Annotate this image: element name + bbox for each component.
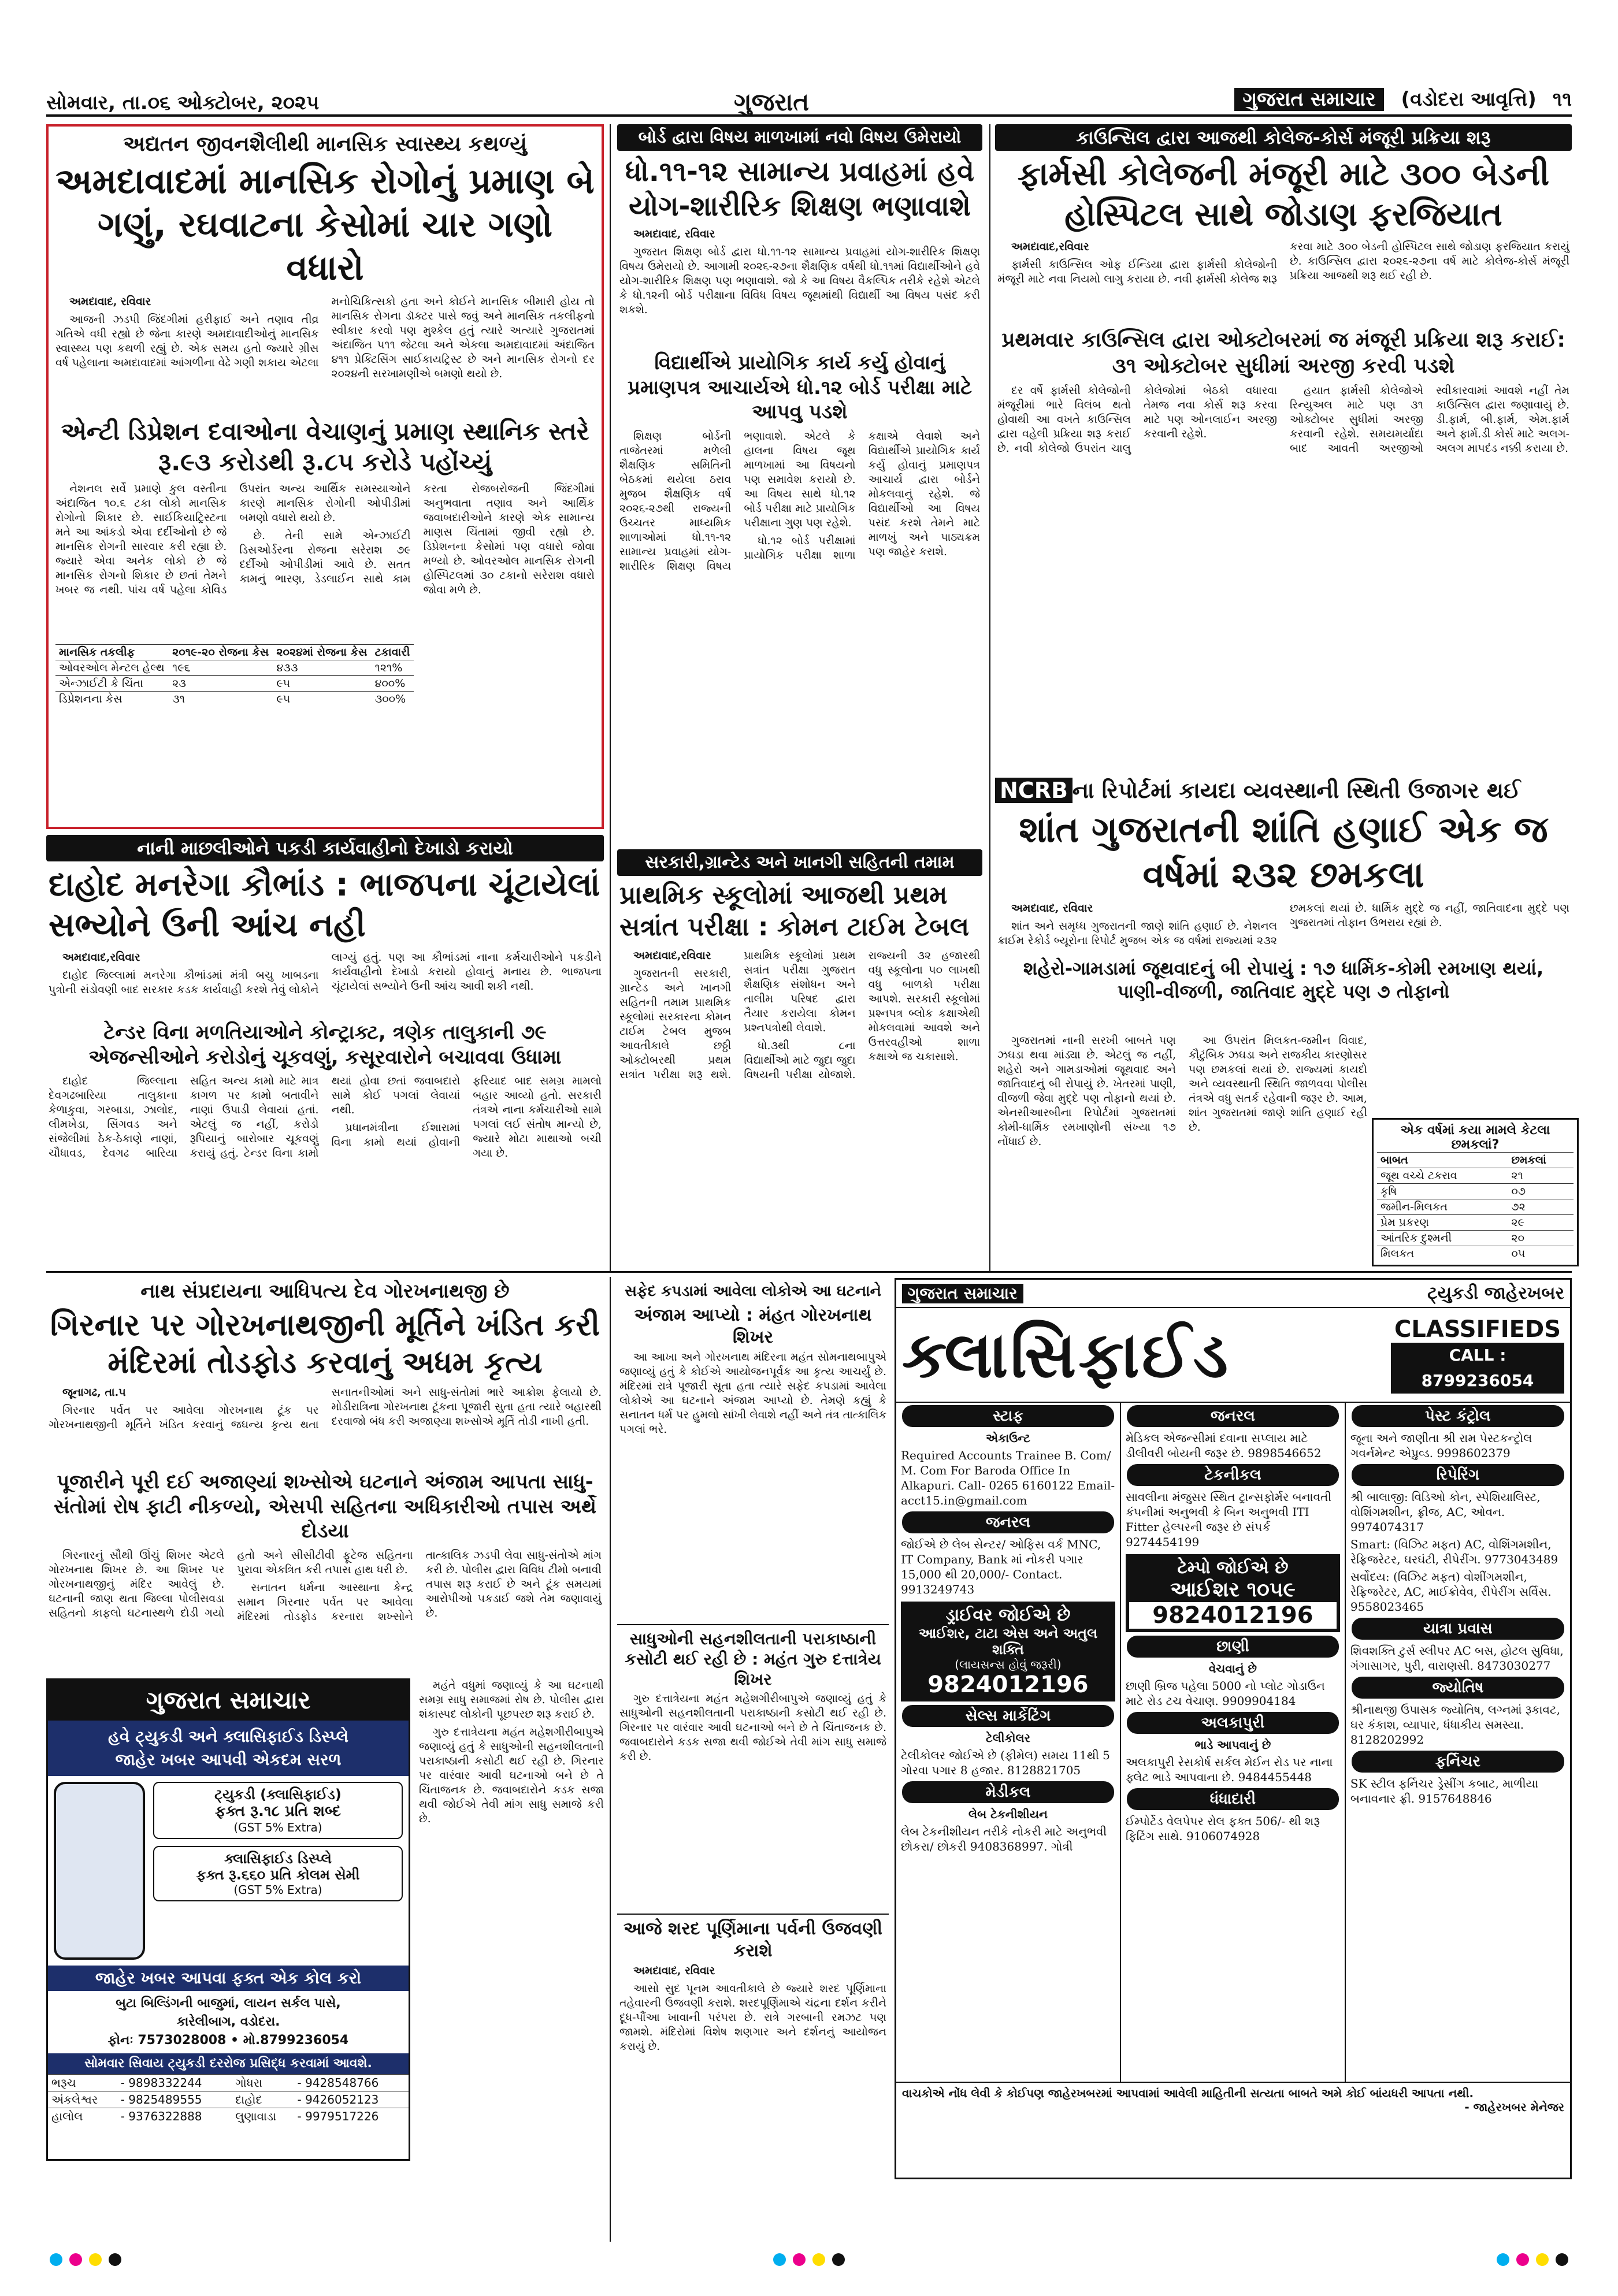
table-cell: ડિપ્રેશનના કેસ <box>55 692 169 707</box>
classified-subcat: ભાડે આપવાનું છે <box>1194 1738 1271 1752</box>
table-cell: ૨૩ <box>169 676 273 692</box>
driver-ad <box>901 1602 1115 1701</box>
ad-line: આઈશર, ટાટા એસ અને અતુલ શક્તિ <box>918 1625 1098 1658</box>
dateline: અમદાવાદ,રવિવાર <box>62 951 140 964</box>
story-pharmacy <box>995 124 1572 771</box>
classified-category: જનરલ <box>1127 1405 1339 1427</box>
classified-category: જનરલ <box>902 1511 1114 1533</box>
table-cell: જૂથ વચ્ચે ટકરાવ <box>1377 1168 1508 1184</box>
paragraph: છે. તેની સામે એન્ઝાઈટી ડિસઓર્ડરના રોજના સરેરાશ ૭૯ દર્દીઓ ઓપીડીમાં આવે છે. સતત કામનું ભારણ, ડેડલાઈન સાથે કામ કરતા રોજબરોજની જિંદગીમાં અનુભવાતા તણાવ અને આર્થિક જવાબદારીઓને કારણે એક સામાન્ય માણસ ચિંતામાં જીવી રહ્યો છે. ડિપ્રેશનના કેસોમાં પણ વધારો જોવા મળ્યો છે. ઓવરઓલ માનસિક રોગની હોસ્પિટલમાં ૩૦ ટકાનો સરેરાશ વધારો જોવા મળે છે. <box>239 482 595 596</box>
classified-ad: અલકાપુરી રેસકોર્ષ સર્કલ મેઈન રોડ પર નાના ફ્લેટ ભાડે આપવાના છે. 9484455448 <box>1125 1755 1333 1784</box>
paragraph: સનાતન ધર્મના આસ્થાના કેન્દ્ર સમાન ગિરનાર પર્વત પર આવેલા મંદિરમાં તોડફોડ કરનારા શખ્સોને તાત્કાલિક ઝડપી લેવા સાધુ-સંતોએ માંગ કરી છે. પોલીસ દ્વારા વિવિધ ટીમો બનાવી તપાસ શરૂ કરાઈ છે અને ટૂંક સમયમાં આરોપીઓ પકડાઈ જશે તેમ જણાવાયું છે. <box>237 1548 602 1623</box>
paragraph: ગુજરાતની સરકારી, ગ્રાન્ટેડ અને ખાનગી સહિતની તમામ પ્રાથમિક સ્કૂલોમાં સરકારના કોમન ટાઈમ ટેબલ મુજબ આવતીકાલે છઠ્ઠી ઓક્ટોબરથી પ્રથમ સત્રાંત પરીક્ષા શરૂ થશે. પ્રાથમિક સ્કૂલોમાં પ્રથમ સત્રાંત પરીક્ષા ગુજરાત શૈક્ષણિક સંશોધન અને તાલીમ પરિષદ દ્વારા તૈયાર કરાયેલા કોમન પ્રશ્નપત્રોથી લેવાશે. <box>619 949 856 1081</box>
classified-column-3 <box>1346 1403 1570 2082</box>
dateline: અમદાવાદ,રવિવાર <box>633 949 711 962</box>
dateline: અમદાવાદ, રવિવાર <box>633 1964 715 1977</box>
table-cell: - 9426052123 <box>294 2091 409 2108</box>
classified-subcat: ટેલીકોલર <box>985 1731 1030 1745</box>
kicker <box>995 777 1572 804</box>
subhead: પૂજારીને પૂરી દઈ અજાણ્યાં શખ્સોએ ઘટનાને અંજામ આપતા સાધુ-સંતોમાં રોષ ફાટી નીકળ્યો, એસપી સહિતના અધિકારીઓ તપાસ અર્થે દોડયા <box>53 1470 596 1543</box>
table-cell: ૦૫ <box>1508 1246 1574 1262</box>
story-body <box>995 900 1572 954</box>
dateline: અમદાવાદ,રવિવાર <box>1011 240 1089 253</box>
masthead <box>46 87 1572 117</box>
table-title: એક વર્ષમાં કયા મામલે કેટલા છમકલાં? <box>1400 1123 1550 1152</box>
table-header: ૨૦૨૪માં રોજના કેસ <box>273 645 371 660</box>
paragraph: હયાત ફાર્મસી કોલેજોએ રિન્યુઅલ માટે પણ ૩૧ ઓક્ટોબર સુધીમાં અરજી કરવાની રહેશે. સમયમર્યાદા બાદ આવતી અરજીઓ સ્વીકારવામાં આવશે નહીં તેમ કાઉન્સિલ દ્વારા જણાવાયું છે. ડી.ફાર્મ, બી.ફાર્મ, એમ.ફાર્મ અને ફાર્મ.ડી કોર્સ માટે અલગ-અલગ માપદંડ નક્કી કરાયા છે. <box>1290 384 1569 455</box>
classified-subcat: વેચવાનું છે <box>1208 1662 1257 1675</box>
edition: (વડોદરા આવૃત્તિ) <box>1401 88 1537 111</box>
kicker: અદ્યતન જીવનશૈલીથી માનસિક સ્વાસ્થ્ય કથળ્યું <box>123 132 527 156</box>
headline: આજે શરદ પૂર્ણિમાના પર્વની ઉજવણી કરાશે <box>617 1914 889 1961</box>
classified-ad: શ્રી બાલાજી: વિડિઓ કોન, સ્પેશિયાલિસ્ટ, વોશિંગમશીન, ફ્રીજ, AC, ઓવન. 9974074317 <box>1350 1490 1541 1534</box>
registration-dots <box>770 2253 848 2271</box>
classified-ad: લેબ ટેકનીશીયન તરીકે નોકરી માટે અનુભવી છોકરા/ છોકરી 9408368997. ગોત્રી <box>901 1825 1107 1853</box>
classified-category: ટેકનીકલ <box>1127 1464 1339 1486</box>
table-row <box>55 676 414 692</box>
paragraph: ધો.૧૨ બોર્ડ પરીક્ષામાં પ્રાયોગિક પરીક્ષા શાળા કક્ષાએ લેવાશે અને વિદ્યાર્થીએ પ્રાયોગિક કાર્ય કર્યુ હોવાનું પ્રમાણપત્ર આચાર્ય દ્વારા બોર્ડને મોકલવાનું રહેશે. જે વિદ્યાર્થીઓ આ વિષય પસંદ કરશે તેમને માટે માળખું અને પાઠ્યક્રમ પણ જાહેર કરાશે. <box>744 429 980 562</box>
table-cell: ૨૧ <box>1508 1168 1574 1184</box>
paragraph: ગુજરાતમાં નાની સરખી બાબતે પણ ઝઘડા થવા માંડ્યા છે. એટલું જ નહીં, શહેરો અને ગામડાઓમાં જૂથવાદ અને જાતિવાદનું બી રોપાયું છે. ખેતરમાં પાણી, વીજળી જેવા મુદ્દે પણ તોફાનો થયાં છે. એનસીઆરબીના રિપોર્ટમાં ગુજરાતમાં કોમી-ધાર્મિક રમખાણોની સંખ્યા ૧૭ નોંધાઈ છે. <box>997 1034 1176 1148</box>
classified-category: ધંધાદારી <box>1127 1788 1339 1810</box>
story-body <box>995 239 1572 325</box>
story-body <box>46 1072 604 1212</box>
story-ncrb-riots <box>995 777 1572 1271</box>
story-body <box>49 478 602 644</box>
incident-table <box>1372 1118 1579 1266</box>
headline: અંજામ આપ્યો : મંહત ગોરખનાથ શિખર <box>634 1305 872 1347</box>
classified-category: સેલ્સ માર્કેટિંગ <box>902 1705 1114 1727</box>
classified-ad: શ્રીનાથજી ઉપાસક જ્યોતિષ, લગ્નમાં રૂકાવટ, ઘર કંકાશ, વ્યાપાર, ધંધાકીય સમસ્યા. 8128202992 <box>1350 1703 1561 1747</box>
ad-phone: 9824012196 <box>927 1671 1089 1698</box>
table-cell: આંતરિક દુશ્મની <box>1377 1231 1508 1246</box>
headline: શાંત ગુજરાતની શાંતિ હણાઈ એક જ વર્ષમાં ૨૩૨ છમકલા <box>1019 808 1548 896</box>
table-row <box>1377 1168 1574 1184</box>
column-rule <box>610 1277 611 2242</box>
ad-box-classified-rates <box>46 1678 410 2161</box>
phone-illustration <box>54 1782 145 1960</box>
classified-column-2 <box>1121 1403 1346 2082</box>
display-ad-price: ફક્ત રૂ.૬૬૦ પ્રતિ કોલમ સેમી <box>196 1867 360 1883</box>
paragraph: દાહોદ જિલ્લામાં મનરેગા કૌભાંડમાં મંત્રી બચુ ખાબડના પુત્રોની સંડોવણી બાદ સરકાર કડક કાર્યવાહી કરશે તેવું લોકોને લાગ્યું હતું. પણ આ કૌભાંડમાં નાના કર્મચારીઓને પકડીને કાર્યવાહીનો દેખાડો કરાયો હોવાનું મનાય છે. ભાજપના ચૂંટાયેલાં સભ્યોને ઉની આંચ આવી શકી નથી. <box>49 951 602 996</box>
classified-ad: શિવશક્તિ ટુર્સ સ્લીપર AC બસ, હોટલ સુવિધા, ગંગાસાગર, પુરી, વારાણસી. 8473030277 <box>1350 1644 1564 1673</box>
table-cell: - 9825489555 <box>117 2091 232 2108</box>
paragraph: ધો.૩થી ૮ના વિદ્યાર્થીઓ માટે જુદા જુદા વિષયની પરીક્ષા યોજાશે. રાજ્યની ૩૨ હજારથી વધુ સ્કૂલોના ૫૦ લાખથી વધુ બાળકો પરીક્ષા આપશે. સરકારી સ્કૂલોમાં પ્રશ્નપત્ર બ્લોક કક્ષાએથી મોકલવામાં આવશે અને ઉત્તરવહીઓ શાળા કક્ષાએ જ ચકાસાશે. <box>744 949 980 1081</box>
table-cell: ૩૧ <box>169 692 273 707</box>
table-cell: ગોધરા <box>232 2075 294 2091</box>
paragraph: ગુરુ દત્તાત્રેયના મહંત મહેશગીરીબાપુએ જણાવ્યું હતું કે સાધુઓની સહનશીલતાની પરાકાષ્ઠાની કસોટી થઈ રહી છે. ગિરનાર પર વારંવાર આવી ઘટનાઓ બને છે તે ચિંતાજનક છે. જવાબદારોને કડક સજા થવી જોઈએ તેવી માંગ સાધુ સમાજે કરી છે. <box>619 1692 886 1763</box>
table-cell: કૃષિ <box>1377 1184 1508 1199</box>
paragraph: ગુજરાત શિક્ષણ બોર્ડ દ્વારા ધો.૧૧-૧૨ સામાન્ય પ્રવાહમાં યોગ-શારીરિક શિક્ષણ વિષય ઉમેરાયો છે. આગામી ૨૦૨૬-૨૭ના શૈક્ષણિક વર્ષથી ધો.૧૧માં વિદ્યાર્થીઓને હવે યોગ-શારીરિક શિક્ષણ પણ ભણાવાશે. જો કે આ વિષય વૈકલ્પિક તરીકે રહેશે એટલે કે ધો.૧૨ની બોર્ડ પરીક્ષાના વિવિધ વિષય જૂથમાંથી વિદ્યાર્થી આ વિષય પસંદ કરી શકશે. <box>619 246 980 316</box>
table-cell: હાલોલ <box>48 2108 117 2125</box>
table-cell: ભરૂચ <box>48 2075 117 2091</box>
ad-line: (લાયસન્સ હોવું જરૂરી) <box>955 1658 1062 1671</box>
table-cell: ૭૨ <box>1508 1199 1574 1215</box>
table-cell: એન્ઝાઈટી કે ચિંતા <box>55 676 169 692</box>
yellow-dot <box>812 2253 825 2266</box>
table-cell: લુણાવાડા <box>232 2108 294 2125</box>
ad-line: આઈશર ૧૦૫૯ <box>1170 1578 1296 1602</box>
table-row <box>48 2108 409 2125</box>
table-header: ૨૦૧૯-૨૦ રોજના કેસ <box>169 645 273 660</box>
classified-ad: SK સ્ટીલ ફર્નિચર ડ્રેસીંગ કબાટ, માળીયા બનાવનાર ફ્રી. 9157648846 <box>1350 1777 1538 1805</box>
story-body <box>46 949 604 1018</box>
brand-logo: ગુજરાત સમાચાર <box>1234 88 1383 111</box>
classified-category: પેસ્ટ કંટ્રોલ <box>1352 1405 1564 1427</box>
story-girnar <box>46 1278 604 1671</box>
cyan-dot <box>50 2253 62 2266</box>
classified-ad: સર્વોદય: (વિઝિટ મફત) વોશીંગમશીન, રેફ્રિજરેટર, AC, માઈક્રોવેવ, રીપેરીંગ સર્વિસ. 9558023465 <box>1350 1570 1552 1614</box>
paragraph: પ્રધાનમંત્રીના ઈશારામાં વિના કામો થયાં હોવાની ફરિયાદ બાદ સમગ્ર મામલો બહાર આવ્યો હતો. સરકારી તંત્રએ નાના કર્મચારીઓ સામે પગલાં લઈ સંતોષ માન્યો છે, જ્યારે મોટા માથાઓ બચી ગયા છે. <box>331 1075 602 1160</box>
classified-subcat: લેબ ટેકનીશીયન <box>968 1807 1048 1821</box>
black-dot <box>109 2253 121 2266</box>
kicker: સફેદ કપડામાં આવેલા લોકોએ આ ઘટનાને <box>624 1283 882 1300</box>
table-header: માનસિક તકલીફ <box>55 645 169 660</box>
kicker: નાથ સંપ્રદાયના આધિપત્ય દેવ ગોરખનાથજી છે <box>140 1280 510 1303</box>
kicker: સરકારી,ગ્રાન્ટેડ અને ખાનગી સહિતની તમામ <box>617 849 982 876</box>
story-body <box>617 427 982 824</box>
classified-category: છાણી <box>1127 1636 1339 1658</box>
paragraph: દર વર્ષે ફાર્મસી કોલેજોની મંજૂરીમાં ભારે વિલંબ થતો હોવાથી આ વખતે કાઉન્સિલ દ્વારા વહેલી પ્રક્રિયા શરૂ કરાઈ છે. નવી કોલેજો ઉપરાંત ચાલુ કોલેજોમાં બેઠકો વધારવા તેમજ નવા કોર્સ શરૂ કરવા માટે પણ ઓનલાઈન અરજી કરવાની રહેશે. <box>997 384 1277 455</box>
story-body <box>46 1384 604 1467</box>
classified-ad: Smart: (વિઝિટ મફત) AC, વોશિંગમશીન, રેફ્રિજરેટર, ઘરઘંટી, રીપેરીંગ. 9773043489 <box>1350 1537 1558 1566</box>
dateline: અમદાવાદ, રવિવાર <box>1011 902 1093 915</box>
table-cell: ૦૭ <box>1508 1184 1574 1199</box>
masthead-right <box>1234 88 1572 111</box>
table-row <box>1377 1215 1574 1231</box>
classified-title: ક્લાસિફાઈડ <box>902 1318 1231 1392</box>
yellow-dot <box>89 2253 102 2266</box>
story-girnar-continued <box>419 1678 604 2161</box>
paragraph: મહંતે વધુમાં જણાવ્યું કે આ ઘટનાથી સમગ્ર સાધુ સમાજમાં રોષ છે. પોલીસ દ્વારા શંકાસ્પદ લોકોની પૂછપરછ શરૂ કરાઈ છે. <box>419 1679 604 1721</box>
magenta-dot <box>793 2253 806 2266</box>
kicker: નાની માછલીઓને પકડી કાર્યવાહીનો દેખાડો કરાયો <box>46 835 604 861</box>
table-row <box>55 692 414 707</box>
table-cell: - 9376322888 <box>117 2108 232 2125</box>
yellow-dot <box>1536 2253 1549 2266</box>
table-cell: ૯૫ <box>273 676 371 692</box>
registration-dots <box>1493 2253 1572 2271</box>
kicker: કાઉન્સિલ દ્વારા આજથી કોલેજ-કોર્સ મંજૂરી પ્રક્રિયા શરૂ <box>995 124 1572 151</box>
dateline: અમદાવાદ, રવિવાર <box>69 295 151 308</box>
magenta-dot <box>1516 2253 1529 2266</box>
paragraph: ગિરનાર પર્વત પર આવેલા ગોરખનાથ ટૂંક પર ગોરખનાથજીની મૂર્તિને ખંડિત કરવાનું જઘન્ય કૃત્ય થતા સનાતનીઓમાં અને સાધુ-સંતોમાં ભારે આક્રોશ ફેલાયો છે. મોડીરાત્રિના ગોરખનાથ ટૂંકના પૂજારી સુતા હતા ત્યારે બહારથી દરવાજો બંધ કરી અજાણ્યા શખ્સોએ મૂર્તિ તોડી નાખી હતી. <box>49 1386 602 1431</box>
classified-category: સ્ટાફ <box>902 1405 1114 1427</box>
headline: પ્રાથમિક સ્કૂલોમાં આજથી પ્રથમ સત્રાંત પરીક્ષા : કોમન ટાઈમ ટેબલ <box>619 880 969 942</box>
address-line: બુટા બિલ્ડિંગની બાજુમાં, લાયન સર્કલ પાસે, <box>116 1996 341 2011</box>
table-cell: ૧૨૧% <box>372 660 414 676</box>
section-divider <box>46 1271 1572 1273</box>
table-row <box>1377 1199 1574 1215</box>
table-row <box>48 2091 409 2108</box>
table-row <box>1377 1231 1574 1246</box>
data-table <box>55 644 414 707</box>
table-cell: ઓવરઓલ મેન્ટલ હેલ્થ <box>55 660 169 676</box>
ad-call-banner: જાહેર ખબર આપવા ફક્ત એક કોલ કરો <box>48 1966 409 1991</box>
table-cell: અંકલેશ્વર <box>48 2091 117 2108</box>
classified-brand: ગુજરાત સમાચાર <box>902 1284 1023 1303</box>
table-cell: ૩૦૦% <box>372 692 414 707</box>
classified-english: CLASSIFIEDS <box>1394 1316 1561 1343</box>
classified-subcat: એકાઉન્ટ <box>986 1431 1030 1445</box>
ad-phone: 9824012196 <box>1129 1602 1337 1629</box>
ncrb-label: NCRB <box>995 778 1073 803</box>
dateline: જૂનાગઢ, તા.૫ <box>62 1386 126 1399</box>
table-cell: પ્રેમ પ્રકરણ <box>1377 1215 1508 1231</box>
table-cell: - 9898332244 <box>117 2075 232 2091</box>
paragraph: ગિરનારનું સૌથી ઊંચું શિખર એટલે ગોરખનાથ શિખર છે. આ શિખર પર ગોરખનાથજીનું મંદિર આવેલું છે. ઘટનાની જાણ થતા જિલ્લા પોલીસવડા સહિતનો કાફલો ઘટનાસ્થળે દોડી ગયો હતો અને સીસીટીવી ફૂટેજ સહિતના પુરાવા એકત્રિત કરી તપાસ હાથ ધરી છે. <box>49 1548 413 1619</box>
table-row <box>1377 1246 1574 1262</box>
story-yoga-education <box>617 124 982 844</box>
table-cell: ૪૦૦% <box>372 676 414 692</box>
middle-bottom-column <box>617 1278 889 2162</box>
classified-category: યાત્રા પ્રવાસ <box>1352 1618 1564 1640</box>
story-body <box>617 1689 889 1914</box>
subhead: ટેન્ડર વિના મળતિયાઓને કોન્ટ્રાક્ટ, ત્રણેક તાલુકાની ૭૯ એજન્સીઓને કરોડોનું ચૂકવણું, કસૂરવારોને બચાવવા ઉધામા <box>88 1021 562 1069</box>
story-body <box>617 946 982 1240</box>
paragraph: શાંત અને સમૃધ્ધ ગુજરાતની જાણે શાંતિ હણાઈ છે. નેશનલ ક્રાઈમ રેકોર્ડ બ્યૂરોના રિપોર્ટ મુજબ એક જ વર્ષમાં રાજ્યમાં ૨૩૨ છમકલાં થયાં છે. ધાર્મિક મુદ્દે જ નહીં, જાતિવાદના મુદ્દે પણ ગુજરાતમાં તોફાન ઉભરાય રહ્યાં છે. <box>997 902 1569 947</box>
table-cell: જમીન-મિલકત <box>1377 1199 1508 1215</box>
black-dot <box>832 2253 845 2266</box>
schedule-note: સોમવાર સિવાય ટ્યુકડી દરરોજ પ્રસિદ્ધ કરવામાં આવશે. <box>48 2053 409 2074</box>
table-cell: મિલકત <box>1377 1246 1508 1262</box>
tiny-ad-price: ફક્ત રૂ.૧૮ પ્રતિ શબ્દ <box>214 1803 342 1820</box>
page-number: ૧૧ <box>1552 88 1572 111</box>
headline: ફાર્મસી કોલેજની મંજૂરી માટે ૩૦૦ બેડની હોસ્પિટલ સાથે જોડાણ ફરજિયાત <box>1017 155 1550 233</box>
paragraph: દાહોદ જિલ્લાના દેવગઢબારિયા તાલુકાના કેળાકુવા, ગરબાડા, ઝાલોદ, લીમખેડા, સિંગવડ અને સંજેલીમાં ઠેક-ઠેકાણે નાણાં, ચૌધાવડ, દેવગઢ બારિયા સહિત અન્ય કામો માટે માત્ર કાગળ પર કામો બતાવીને નાણાં ઉપાડી લેવાયાં હતાં. એટલું જ નહીં, કરોડો રૂપિયાનું બારોબાર ચૂકવણું કરાયું હતું. ટેન્ડર વિના કામો થયાં હોવા છતાં જવાબદારો સામે કોઈ પગલાં લેવાયાં નથી. <box>49 1075 461 1160</box>
table-cell: દાહોદ <box>232 2091 294 2108</box>
table-row <box>48 2075 409 2091</box>
story-body <box>46 1546 604 1655</box>
story-body <box>49 292 602 415</box>
ad-heading: ડ્રાઈવર જોઈએ છે <box>945 1605 1071 1625</box>
address-line: કારેલીબાગ, વડોદરા. <box>176 2015 280 2029</box>
classified-ad: Required Accounts Trainee B. Com/ M. Com For Baroda Office In Alkapuri. Call- 0265 6160122 Email- acct15.in@gmail.com <box>901 1448 1115 1507</box>
paragraph: આ ઉપરાંત મિલકત-જમીન વિવાદ, કૌટુંબિક ઝઘડા અને રાજકીય કારણોસર પણ છમકલાં થયાં છે. રાજ્યમાં કાયદો અને વ્યવસ્થાની સ્થિતિ જાળવવા પોલીસ તંત્રએ વધુ સતર્ક રહેવાની જરૂર છે. આમ, શાંત ગુજરાતમાં જાણે શાંતિ હણાઈ રહી છે. <box>1189 1034 1367 1134</box>
paragraph: ગુરુ દત્તાત્રેયના મહંત મહેશગીરીબાપુએ જણાવ્યું હતું કે સાધુઓની સહનશીલતાની પરાકાષ્ઠાની કસોટી થઈ રહી છે. ગિરનાર પર વારંવાર આવી ઘટનાઓ બને છે તે ચિંતાજનક છે. જવાબદારોને કડક સજા થવી જોઈએ તેવી માંગ સાધુ સમાજે કરી છે. <box>419 1726 604 1825</box>
table-row <box>55 660 414 676</box>
classified-category: રિપેરિંગ <box>1352 1464 1564 1486</box>
classified-ad: ઈમ્પોર્ટેડ વેલપેપર રોલ ફક્ત 506/- થી શરૂ ફિટિંગ સાથે. 9106074928 <box>1125 1814 1320 1843</box>
subhead: વિદ્યાર્થીએ પ્રાયોગિક કાર્ય કર્યુ હોવાનું પ્રમાણપત્ર આચાર્યએ ધો.૧૨ બોર્ડ પરીક્ષા માટે આપવુ પડશે <box>627 351 973 423</box>
classified-category: ફર્નિચર <box>1352 1751 1564 1773</box>
ad-brand: ગુજરાત સમાચાર <box>48 1680 409 1721</box>
tempo-ad <box>1126 1554 1340 1632</box>
phone-line: ફોનઃ 7573028008 • મો.8799236054 <box>107 2033 349 2048</box>
column-rule <box>610 124 611 1271</box>
paragraph: ફાર્મસી કાઉન્સિલ ઓફ ઈન્ડિયા દ્વારા ફાર્મસી કોલેજોની મંજૂરી માટે નવા નિયમો લાગુ કરાયા છે. નવી ફાર્મસી કોલેજ શરૂ કરવા માટે ૩૦૦ બેડની હોસ્પિટલ સાથે જોડાણ ફરજિયાત કરાયું છે. કાઉન્સિલ દ્વારા ૨૦૨૬-૨૭ના વર્ષ માટે કોલેજ-કોર્સ મંજૂરી પ્રક્રિયા આજથી શરૂ થઈ રહી છે. <box>997 240 1569 285</box>
classified-ad: ટેલીકોલર જોઈએ છે (ફીમેલ) સમય 11થી 5 ગોરવા પગાર 8 હજાર. 8128821705 <box>901 1748 1110 1777</box>
classified-column-1 <box>896 1403 1121 2082</box>
table-cell: ૨૦ <box>1508 1231 1574 1246</box>
cyan-dot <box>1497 2253 1509 2266</box>
headline: દાહોદ મનરેગા કૌભાંડ : ભાજપના ચૂંટાયેલાં સભ્યોને ઉની આંચ નહી <box>49 866 600 944</box>
story-body <box>995 381 1572 709</box>
classified-category: અલકાપુરી <box>1127 1712 1339 1734</box>
classified-ad: છાણી બ્રિજ પહેલા 5000 નો પ્લોટ ગોડાઉન માટે રોડ ટચ વેચાણ. 9909904184 <box>1125 1679 1325 1708</box>
subhead: પ્રથમવાર કાઉન્સિલ દ્વારા ઓક્ટોબરમાં જ મંજૂરી પ્રક્રિયા શરૂ કરાઈ: ૩૧ ઓક્ટોબર સુધીમાં અરજી કરવી પડશે <box>1001 328 1565 378</box>
classified-category: મેડીકલ <box>902 1781 1114 1803</box>
story-exams <box>617 849 982 1271</box>
paragraph: નેશનલ સર્વે પ્રમાણે કુલ વસ્તીના અંદાજિત ૧૦.૬ ટકા લોકો માનસિક રોગોનો શિકાર છે. સાઈકિયાટ્રિસ્ટના મતે આ આંકડો એવા દર્દીઓનો છે જે માનસિક રોગની સારવાર કરી રહ્યા છે. જ્યારે એવા અનેક લોકો છે જે માનસિક રોગનો શિકાર છે છતાં તેમને ખબર જ નથી. પાંચ વર્ષ પહેલા કોવિડ ઉપરાંત અન્ય આર્થિક સમસ્યાઓને કારણે માનસિક રોગોની ઓપીડીમાં બમણો વધારો થયો છે. <box>55 482 411 596</box>
story-body <box>995 1031 1370 1273</box>
branch-offices <box>48 2074 409 2124</box>
table-cell: ૪૩૩ <box>273 660 371 676</box>
section-title: ગુજરાત <box>734 88 810 116</box>
story-body <box>617 227 982 348</box>
ad-line: જાહેર ખબર આપવી એકદમ સરળ <box>115 1750 342 1769</box>
subhead: શહેરો-ગામડામાં જૂથવાદનું બી રોપાયું : ૧૭ ધાર્મિક-કોમી રમખાણ થયાં, પાણી-વીજળી, જાતિવાદ મુદ્દે પણ ૭ તોફાનો <box>1023 957 1544 1002</box>
table-cell: ૯૫ <box>273 692 371 707</box>
tiny-ad-title: ટ્યુકડી (ક્લાસિફાઈડ) <box>214 1786 342 1803</box>
classified-signature: - જાહેરખબર મેનેજર <box>1464 2100 1564 2114</box>
table-header: બાબત <box>1377 1153 1508 1168</box>
black-dot <box>1556 2253 1568 2266</box>
ad-tagline <box>48 1721 409 1776</box>
story-mental-health <box>46 124 604 829</box>
headline: સાધુઓની સહનશીલતાની પરાકાષ્ઠાની કસોટી થઈ રહી છે : મહંત ગુરુ દત્તાત્રેય શિખર <box>617 1624 889 1689</box>
subhead: એન્ટી ડિપ્રેશન દવાઓના વેચાણનું પ્રમાણ સ્થાનિક સ્તરે રૂ.૯૩ કરોડથી રૂ.૮૫ કરોડે પહોંચ્યું <box>61 417 589 476</box>
story-body <box>617 1961 889 2186</box>
column-rule <box>989 124 990 1271</box>
headline: ગિરનાર પર ગોરખનાથજીની મૂર્તિને ખંડિત કરી મંદિરમાં તોડફોડ કરવાનું અધમ કૃત્ય <box>50 1308 600 1380</box>
story-body <box>617 1348 889 1624</box>
table-cell: ૨૯ <box>1508 1215 1574 1231</box>
classifieds-section <box>895 1278 1572 2179</box>
classified-ad: જૂના અને જાણીતા શ્રી રામ પેસ્ટકન્ટ્રોલ ગવર્નમેન્ટ એપ્રુવ્ડ. 9998602379 <box>1350 1431 1532 1460</box>
classified-category: જ્યોતિષ <box>1352 1677 1564 1699</box>
classified-ad: જોઈએ છે લેબ સેન્ટર/ ઓફિસ વર્ક MNC, IT Company, Bank માં નોકરી પગાર 15,000 થી 20,000/- Contact. 9913249743 <box>901 1537 1101 1596</box>
paragraph: આ આખા અને ગોરખનાથ મંદિરના મહંત સોમનાથબાપુએ જણાવ્યું હતું કે કોઈએ આયોજનપૂર્વક આ કૃત્ય આચર્યું છે. મંદિરમાં રાત્રે પૂજારી સૂતા હતા ત્યારે સફેદ કપડામાં આવેલા લોકોએ આ ઘટનાને અંજામ આપ્યો છે. તેમણે કહ્યું કે સનાતન ધર્મ પર હુમલો સાંખી લેવાશે નહીં અને તંત્ર તાત્કાલિક પગલાં ભરે. <box>619 1351 886 1436</box>
classified-ad: સાવલીના મંજુસર સ્થિત ટ્રાન્સફોર્મર બનાવતી કંપનીમાં અનુભવી કે બિન અનુભવી ITI Fitter હેલ્પરની જરૂર છે સંપર્ક 9274454199 <box>1125 1490 1331 1549</box>
kicker: બોર્ડ દ્વારા વિષય માળખામાં નવો વિષય ઉમેરાયો <box>617 124 982 151</box>
table-header: ટકાવારી <box>372 645 414 660</box>
kicker-text: ના રિપોર્ટમાં કાયદા વ્યવસ્થાની સ્થિતી ઉજાગર થઈ <box>1072 778 1521 803</box>
gst-note: (GST 5% Extra) <box>233 1821 322 1834</box>
ad-heading: ટેમ્પો જોઈએ છે <box>1177 1558 1289 1578</box>
paragraph: આજની ઝડપી જિંદગીમાં હરીફાઈ અને તણાવ તીવ્ર ગતિએ વધી રહ્યો છે જેના કારણે અમદાવાદીઓનું માનસિક સ્વાસ્થ્ય પણ કથળી રહ્યું છે. એક સમય હતો જ્યારે ગ્રીસ વર્ષ પહેલાના અમદાવાદમાં આંગળીના વેઢે ગણી શકાય એટલા મનોચિકિત્સકો હતા અને કોઈને માનસિક બીમારી હોય તો માનસિક રોગના ડૉક્ટર પાસે જવું અને માનસિક તકલીફનો સ્વીકાર કરવો પણ મુશ્કેલ હતું ત્યારે અત્યારે ગુજરાતમાં અંદાજિત ૫૧૧ જેટલા અને એકલા અમદાવાદમાં અંદાજિત ૪૧૧ પ્રેક્ટિસિંગ સાઈકાયટ્રિસ્ટ છે અને માનસિક રોગનો દર ૨૦૨૪ની સરખામણીએ બમણો થયો છે. <box>55 295 595 380</box>
table-cell: - 9428548766 <box>294 2075 409 2091</box>
table-row <box>1377 1184 1574 1199</box>
headline: અમદાવાદમાં માનસિક રોગોનું પ્રમાણ બે ગણું, રઘવાટના કેસોમાં ચાર ગણો વધારો <box>55 161 595 288</box>
display-ad-title: ક્લાસિફાઈડ ડિસ્પ્લે <box>224 1851 332 1867</box>
registration-marks <box>46 2253 1572 2271</box>
story-mgnrega <box>46 835 604 1239</box>
table-header: છમકલાં <box>1508 1153 1574 1168</box>
table-cell: ૧૯૬ <box>169 660 273 676</box>
classified-disclaimer: વાચકોએ નોંધ લેવી કે કોઈપણ જાહેરખબરમાં આપવામાં આવેલી માહિતીની સત્યતા બાબતે અમે કોઈ બાંયધરી આપતા નથી. <box>902 2086 1474 2100</box>
cyan-dot <box>773 2253 786 2266</box>
headline: ધો.૧૧-૧૨ સામાન્ય પ્રવાહમાં હવે યોગ-શારીરિક શિક્ષણ ભણાવાશે <box>625 155 975 222</box>
paragraph: આસો સુદ પૂનમ આવતીકાલે છે જ્યારે શરદ પૂર્ણિમાના તહેવારની ઉજવણી કરાશે. શરદપૂર્ણિમાએ ચંદ્રના દર્શન કરીને દૂધ-પૌંઆ ખાવાની પરંપરા છે. રાત્રે ગરબાની રમઝટ પણ જામશે. મંદિરોમાં વિશેષ શણગાર અને દર્શનનું આયોજન કરાયું છે. <box>619 1982 886 2053</box>
magenta-dot <box>69 2253 82 2266</box>
issue-date: સોમવાર, તા.૦૬ ઓક્ટોબર, ૨૦૨૫ <box>46 91 320 114</box>
classified-ad: મેડિકલ એજન્સીમાં દવાના સપ્લાય માટે ડીલીવરી બોયની જરૂર છે. 9898546652 <box>1125 1431 1322 1460</box>
gst-note: (GST 5% Extra) <box>233 1883 322 1897</box>
registration-dots <box>46 2253 125 2271</box>
paragraph: શિક્ષણ બોર્ડની તાજેતરમાં મળેલી શૈક્ષણિક સમિતિની બેઠકમાં થયેલા ઠરાવ મુજબ શૈક્ષણિક વર્ષ ૨૦૨૬-૨૭થી રાજ્યની ઉચ્ચતર માધ્યમિક શાળાઓમાં ધો.૧૧-૧૨ સામાન્ય પ્રવાહમાં યોગ-શારીરિક શિક્ષણ વિષય ભણાવાશે. એટલે કે હાલના વિષય જૂથ માળખામાં આ વિષયનો પણ સમાવેશ કરાયો છે. આ વિષય સાથે ધો.૧૨ બોર્ડ પરીક્ષા માટે પ્રાયોગિક પરીક્ષાના ગુણ પણ રહેશે. <box>619 429 856 573</box>
ad-line: હવે ટ્યુકડી અને ક્લાસિફાઈડ ડિસ્પ્લે <box>107 1727 349 1746</box>
classified-tag: ટ્યુકડી જાહેરખબર <box>1427 1283 1564 1303</box>
table-cell: - 9979517226 <box>294 2108 409 2125</box>
dateline: અમદાવાદ, રવિવાર <box>633 228 715 240</box>
classified-phone: CALL : 8799236054 <box>1391 1343 1564 1394</box>
